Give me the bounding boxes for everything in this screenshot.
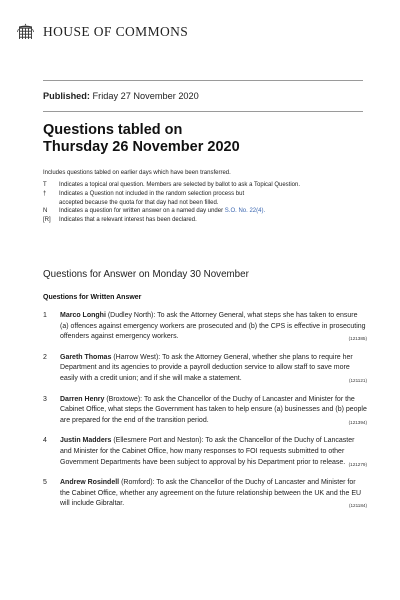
question-number: 3 bbox=[43, 395, 47, 403]
legend-item bbox=[43, 181, 373, 190]
question-text: To ask the Attorney General, whether she plans to require her Department and its agencies to provide a payroll deduction service to allow staff to save more easily with a credit union; and if she will make a statement. bbox=[60, 353, 353, 382]
legend bbox=[43, 181, 373, 225]
top-rule bbox=[43, 80, 363, 81]
legend-text: accepted because the quota for that day had not been filled. bbox=[59, 199, 219, 206]
question-item bbox=[43, 478, 369, 512]
legend-text: Indicates a topical oral question. Members are selected by ballot to ask a Topical Question. bbox=[59, 182, 301, 188]
question-number: 2 bbox=[43, 353, 47, 361]
legend-symbol: † bbox=[43, 190, 47, 197]
member-name: Andrew Rosindell bbox=[60, 479, 120, 487]
portcullis-icon bbox=[17, 23, 34, 41]
question-reference: (121385) bbox=[348, 336, 367, 342]
question-text: To ask the Attorney General, what steps she has taken to ensure (a) offences against emergency workers are prosecuted and (b) the CPS is effective in prosecuting offenders against emergency workers. bbox=[60, 312, 366, 341]
question-item bbox=[43, 395, 369, 429]
question-item bbox=[43, 353, 369, 387]
question-number: 4 bbox=[43, 437, 47, 445]
house-of-commons-logo bbox=[17, 23, 188, 41]
member-name: Marco Longhi bbox=[60, 312, 106, 319]
member-name: Justin Madders bbox=[60, 437, 112, 445]
question-reference: (121184) bbox=[348, 503, 367, 509]
question-text: To ask the Chancellor of the Duchy of Lancaster and Minister for the Cabinet Office, what steps the Government has taken to help ensure (a) businesses and (b) people are prepared for the end of the transition period. bbox=[60, 395, 367, 424]
legend-text: Indicates a Question not included in the random selection process but bbox=[59, 190, 245, 197]
page-title-line-2: Thursday 26 November 2020 bbox=[43, 139, 240, 155]
legend-symbol: N bbox=[43, 208, 48, 215]
member-constituency: (Ellesmere Port and Neston): bbox=[113, 437, 204, 445]
legend-symbol: T bbox=[43, 182, 47, 188]
legend-item bbox=[43, 216, 373, 225]
subsection-title: Questions for Written Answer bbox=[43, 294, 142, 301]
question-list bbox=[43, 311, 369, 520]
question-reference: (121394) bbox=[348, 419, 367, 425]
member-name: Darren Henry bbox=[60, 395, 105, 403]
legend-item bbox=[43, 190, 373, 208]
question-text: To ask the Chancellor of the Duchy of Lancaster and Minister for the Cabinet Office, how many responses to FOI requests submitted to other Government Departments have been subject to approval by his Department prior to release. bbox=[60, 437, 355, 466]
page-title-line-1: Questions tabled on bbox=[43, 122, 183, 138]
member-name: Gareth Thomas bbox=[60, 353, 112, 361]
question-number: 1 bbox=[43, 312, 47, 319]
member-constituency: (Harrow West): bbox=[113, 353, 161, 361]
intro-text: Includes questions tabled on earlier days which have been transferred. bbox=[43, 170, 231, 176]
member-constituency: (Dudley North): bbox=[107, 312, 156, 319]
published-label: Published: bbox=[43, 91, 90, 101]
house-title: HOUSE OF COMMONS bbox=[43, 24, 189, 39]
legend-item bbox=[43, 207, 373, 216]
question-item bbox=[43, 436, 369, 470]
legend-text: Indicates that a relevant interest has been declared. bbox=[59, 217, 197, 224]
page-title bbox=[43, 122, 363, 156]
published-date: Friday 27 November 2020 bbox=[92, 91, 199, 101]
member-constituency: (Romford): bbox=[121, 479, 155, 487]
member-constituency: (Broxtowe): bbox=[106, 395, 143, 403]
question-number: 5 bbox=[43, 479, 47, 487]
published-line bbox=[43, 91, 199, 101]
question-reference: (121121) bbox=[348, 377, 367, 383]
legend-text: Indicates a question for written answer on a named day under bbox=[59, 208, 224, 215]
bottom-rule bbox=[43, 111, 363, 112]
question-item bbox=[43, 311, 369, 345]
question-text: To ask the Chancellor of the Duchy of Lancaster and Minister for the Cabinet Office, whether any agreement on the future relationship between the UK and the EU will include Gibraltar. bbox=[60, 479, 362, 508]
section-title: Questions for Answer on Monday 30 November bbox=[43, 269, 249, 280]
standing-order-link[interactable]: S.O. No. 22(4). bbox=[224, 208, 266, 215]
question-reference: (121279) bbox=[348, 461, 367, 467]
legend-symbol: [R] bbox=[43, 217, 51, 224]
